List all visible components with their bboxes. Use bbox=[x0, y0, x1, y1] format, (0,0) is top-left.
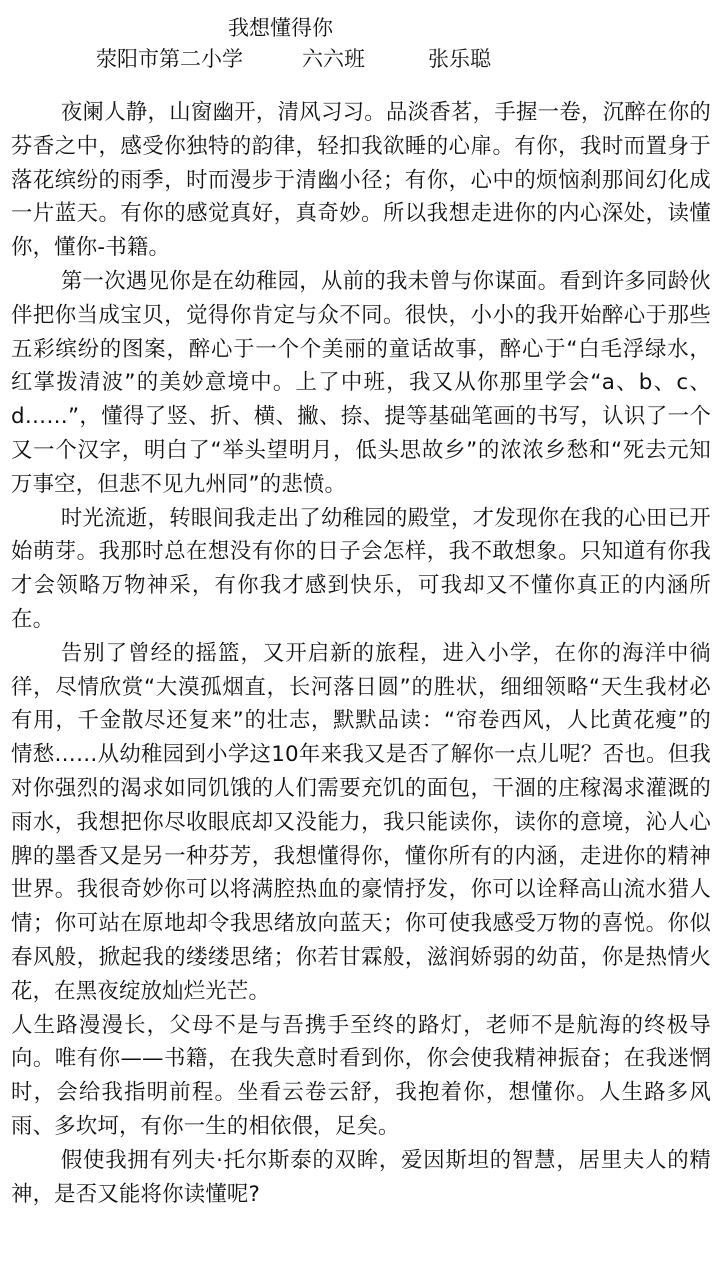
paragraph-3: 时光流逝，转眼间我走出了幼稚园的殿堂，才发现你在我的心田已开始萌芽。我那时总在想没有你的日子会怎样，我不敢想象。只知道有你我才会领略万物神采，有你我才感到快乐，可我却又不懂你真正的内涵所在。 bbox=[11, 505, 711, 632]
paragraph-1: 夜阑人静，山窗幽开，清风习习。品淡香茗，手握一卷，沉醉在你的芬香之中，感受你独特的韵律，轻扣我欲睡的心扉。有你，我时而置身于落花缤纷的雨季，时而漫步于清幽小径；有你，心中的烦恼刹那间幻化成一片蓝天。有你的感觉真好，真奇妙。所以我想走进你的内心深处，读懂你，懂你-书籍。 bbox=[11, 100, 711, 261]
class-name: 六六班 bbox=[302, 47, 365, 71]
byline bbox=[0, 44, 720, 74]
paragraph-2: 第一次遇见你是在幼稚园，从前的我未曾与你谋面。看到许多同龄伙伴把你当成宝贝，觉得你肯定与众不同。很快，小小的我开始醉心于那些五彩缤纷的图案，醉心于一个个美丽的童话故事，醉心于“白毛浮绿水，红掌拨清波”的美妙意境中。上了中班，我又从你那里学会“a、b、c、d……”，懂得了竖、折、横、撇、捺、提等基础笔画的书写，认识了一个又一个汉字，明白了“举头望明月，低头思故乡”的浓浓乡愁和“死去元知万事空，但悲不见九州同”的悲愤。 bbox=[11, 268, 711, 497]
article-body bbox=[11, 96, 711, 1211]
paragraph-5: 人生路漫漫长，父母不是与吾携手至终的路灯，老师不是航海的终极导向。唯有你——书籍，在我失意时看到你，你会使我精神振奋；在我迷惘时，会给我指明前程。坐看云卷云舒，我抱着你，想懂你。人生路多风雨、多坎坷，有你一生的相依偎，足矣。 bbox=[11, 1012, 711, 1139]
article-title: 我想懂得你 bbox=[228, 16, 333, 40]
paragraph-4: 告别了曾经的摇篮，又开启新的旅程，进入小学，在你的海洋中徜徉，尽情欣赏“大漠孤烟直，长河落日圆”的胜状，细细领略“天生我材必有用，千金散尽还复来”的壮志，默默品读：“帘卷西风，人比黄花瘦”的情愁……从幼稚园到小学这10年来我又是否了解你一点儿呢？否也。但我对你强烈的渴求如同饥饿的人们需要充饥的面包，干涸的庄稼渴求灌溉的雨水，我想把你尽收眼底却又没能力，我只能读你，读你的意境，沁人心脾的墨香又是另一种芬芳，我想懂得你，懂你所有的内涵，走进你的精神世界。我很奇妙你可以将满腔热血的豪情抒发，你可以诠释高山流水猎人情；你可站在原地却令我思绪放向蓝天；你可使我感受万物的喜悦。你似春风般，掀起我的缕缕思绪；你若甘霖般，滋润娇弱的幼苗，你是热情火花，在黑夜绽放灿烂光芒。 bbox=[11, 640, 711, 1004]
paragraph-6: 假使我拥有列夫·托尔斯泰的双眸，爱因斯坦的智慧，居里夫人的精神，是否又能将你读懂呢? bbox=[11, 1147, 711, 1207]
author-name: 张乐聪 bbox=[428, 47, 491, 71]
school-name: 荥阳市第二小学 bbox=[96, 47, 243, 71]
